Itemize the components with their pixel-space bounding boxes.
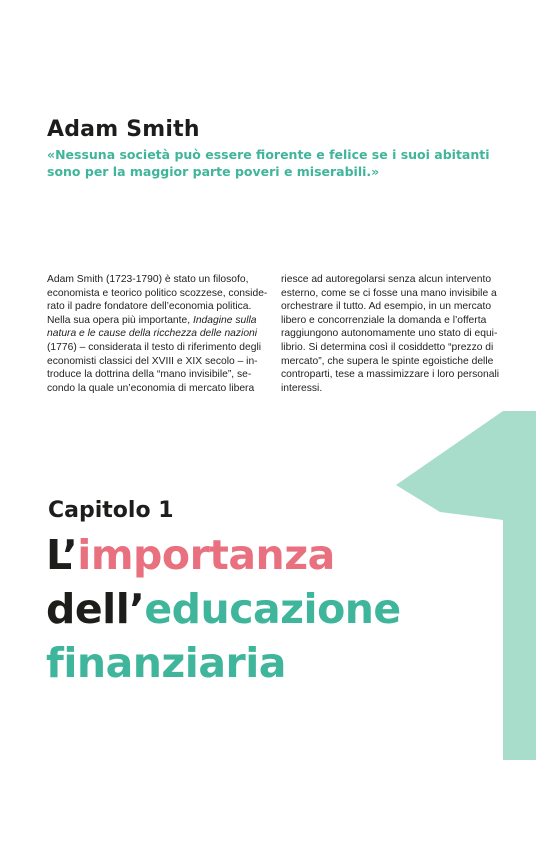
chapter-title-line-1 (46, 528, 401, 582)
title-word: L’ (46, 531, 78, 579)
bio-line: riesce ad autoregolarsi senza alcun intervento (281, 274, 492, 285)
bio-column-left (47, 273, 268, 395)
bio-line: (1776) – considerata il testo di riferimento degli (47, 341, 262, 353)
bio-line: economisti classici del XVIII e XIX secolo – in- (47, 355, 258, 367)
bio-line: mercato”, che supera le spinte egoistiche delle (281, 355, 494, 367)
bio-line: controparti, tese a massimizzare i loro personali (281, 369, 500, 381)
bio-line: Adam Smith (1723-1790) è stato un filosofo, (47, 274, 249, 285)
bio-text: Nella sua opera più importante, (47, 314, 193, 326)
title-word-highlight: educazione (144, 585, 401, 633)
bio-line (47, 314, 265, 328)
chapter-title-line-3: finanziaria (46, 639, 286, 687)
chapter-label: Capitolo 1 (48, 498, 174, 523)
bio-column-right (281, 273, 500, 395)
bio-line: rato il padre fondatore dell’economia politica. (47, 301, 252, 313)
bio-line: interessi. (281, 382, 323, 394)
chapter-title (46, 528, 401, 690)
book-title-italic: Indagine sulla (192, 314, 257, 326)
author-name: Adam Smith (47, 117, 200, 142)
bio-line: esterno, come se ci fosse una mano invisibile a (281, 287, 497, 299)
quote-line-2: sono per la maggior parte poveri e miserabili.» (47, 164, 380, 179)
author-quote (47, 146, 517, 180)
chapter-numeral-one (396, 411, 536, 760)
quote-line-1: «Nessuna società può essere fiorente e felice se i suoi abitanti (47, 147, 490, 162)
book-title-italic: natura e le cause della ricchezza delle nazioni (47, 328, 258, 340)
bio-line: librio. Si determina così il cosiddetto “prezzo di (281, 341, 494, 353)
bio-line: troduce la dottrina della “mano invisibile”, se- (47, 369, 252, 381)
bio-line: economista e teorico politico scozzese, conside- (47, 287, 268, 299)
title-word: dell’ (46, 585, 145, 633)
bio-line: orchestrare il tutto. Ad esempio, in un mercato (281, 301, 492, 313)
bio-line: condo la quale un’economia di mercato libera (47, 382, 255, 394)
chapter-title-line-2 (46, 582, 401, 636)
title-word-highlight: importanza (77, 531, 335, 579)
bio-line: libero e concorrenziale la domanda e l’offerta (281, 314, 487, 326)
bio-line (47, 327, 265, 341)
bio-line: raggiungono autonomamente uno stato di equi- (281, 328, 498, 340)
